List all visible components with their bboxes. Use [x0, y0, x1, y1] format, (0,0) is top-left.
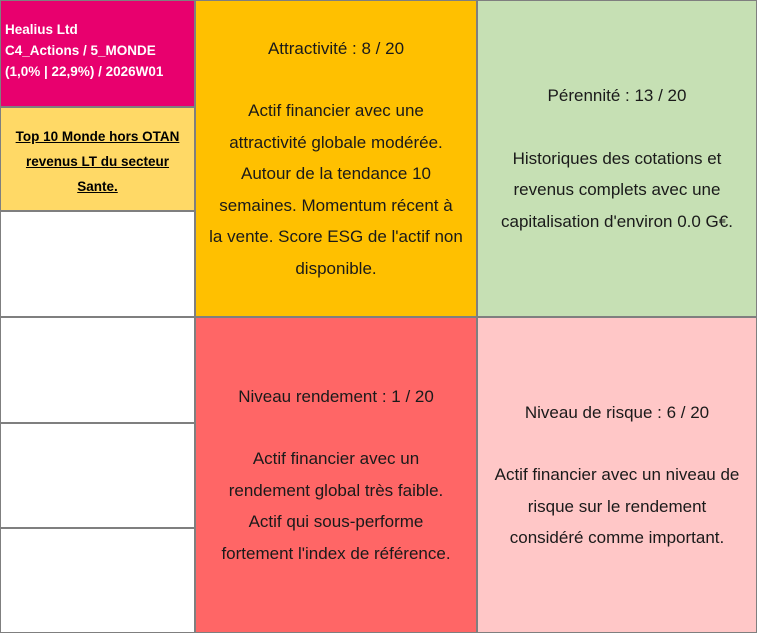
description-line-3: Sante.	[77, 179, 118, 194]
perennite-body	[497, 143, 737, 238]
risque-quadrant	[477, 317, 757, 633]
rendement-quadrant	[195, 317, 477, 633]
rendement-body-line: rendement global très faible.	[228, 480, 444, 500]
attractivite-body-line: disponible.	[295, 258, 377, 278]
attractivite-body-line: attractivité globale modérée.	[229, 132, 443, 152]
description-line-2: revenus LT du secteur	[25, 154, 170, 169]
perennite-body-line: capitalisation d'environ 0.0 G€.	[501, 211, 733, 231]
risque-body	[491, 459, 744, 554]
attractivite-body	[205, 95, 467, 284]
risque-body-line: considéré comme important.	[509, 528, 725, 547]
perennite-title: Pérennité : 13 / 20	[547, 86, 687, 105]
description-line-1: Top 10 Monde hors OTAN	[15, 129, 180, 144]
perennite-quadrant	[477, 0, 757, 317]
attractivite-body-line: Autour de la tendance 10	[241, 164, 431, 184]
asset-stats-period: (1,0% | 22,9%) / 2026W01	[5, 64, 164, 79]
perennite-body-line: Historiques des cotations et	[512, 148, 722, 168]
selection-description-cell	[0, 107, 195, 211]
attractivite-body-line: la vente. Score ESG de l'actif non	[209, 227, 463, 247]
risque-body-line: Actif financier avec un niveau de	[494, 465, 740, 484]
rendement-body-line: Actif qui sous-performe	[248, 512, 424, 532]
attractivite-quadrant	[195, 0, 477, 317]
attractivite-body-line: semaines. Momentum récent à	[219, 195, 453, 215]
rendement-body-line: Actif financier avec un	[252, 449, 420, 469]
asset-category: C4_Actions / 5_MONDE	[5, 43, 156, 58]
empty-cell-2	[0, 317, 195, 423]
empty-cell-3	[0, 423, 195, 528]
attractivite-title: Attractivité : 8 / 20	[267, 38, 405, 58]
asset-name: Healius Ltd	[5, 22, 78, 37]
asset-header-cell	[0, 0, 195, 107]
empty-cell-1	[0, 211, 195, 317]
perennite-body-line: revenus complets avec une	[513, 180, 721, 199]
rendement-body-line: fortement l'index de référence.	[221, 543, 451, 563]
attractivite-body-line: Actif financier avec une	[248, 101, 424, 121]
risque-title: Niveau de risque : 6 / 20	[524, 402, 710, 422]
rendement-body	[217, 443, 454, 569]
empty-cell-4	[0, 528, 195, 633]
rendement-title: Niveau rendement : 1 / 20	[238, 386, 434, 406]
risque-body-line: risque sur le rendement	[527, 496, 707, 516]
